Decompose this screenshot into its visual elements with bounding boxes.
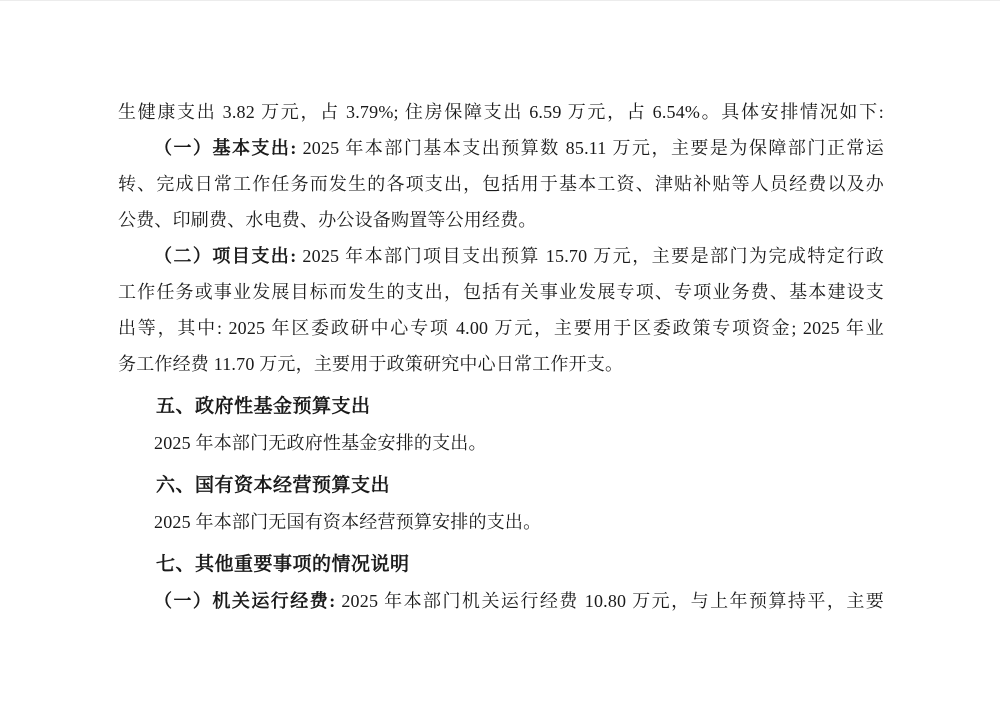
line-project-expenditure-2 [118, 274, 884, 310]
text-run: （一）机关运行经费: [154, 591, 336, 611]
heading-section-5-government-fund-budget [118, 389, 884, 425]
text-run: 出等，其中: 2025 年区委政研中心专项 4.00 万元，主要用于区委政策专项资金; 2025 年业 [118, 318, 884, 338]
text-run: 2025 年本部门基本支出预算数 85.11 万元，主要是为保障部门正常运 [296, 138, 884, 158]
text-run: 2025 年本部门机关运行经费 10.80 万元，与上年预算持平，主要 [335, 591, 884, 611]
document-text-block [118, 94, 884, 619]
text-run: 2025 年本部门无政府性基金安排的支出。 [154, 433, 487, 453]
text-run: 六、国有资本经营预算支出 [156, 475, 391, 496]
heading-section-7-other-important-matters [118, 547, 884, 583]
text-run: 务工作经费 11.70 万元，主要用于政策研究中心日常工作开支。 [118, 354, 624, 374]
text-run: 2025 年本部门无国有资本经营预算安排的支出。 [154, 512, 542, 532]
line-project-expenditure-3 [118, 310, 884, 346]
text-run: 公费、印刷费、水电费、办公设备购置等公用经费。 [118, 210, 537, 230]
line-basic-expenditure-1 [118, 130, 884, 166]
line-basic-expenditure-2 [118, 166, 884, 202]
line-health-housing-expenditure [118, 94, 884, 130]
line-no-state-capital-expenditure [118, 504, 884, 540]
line-agency-operating-expense [118, 583, 884, 619]
text-run: 五、政府性基金预算支出 [156, 396, 371, 417]
text-run: 生健康支出 3.82 万元，占 3.79%; 住房保障支出 6.59 万元，占 6.54%。具体安排情况如下: [118, 102, 884, 122]
text-run: 转、完成日常工作任务而发生的各项支出，包括用于基本工资、津贴补贴等人员经费以及办 [118, 174, 884, 194]
text-run: （二）项目支出: [154, 246, 297, 266]
line-project-expenditure-1 [118, 238, 884, 274]
line-basic-expenditure-3 [118, 202, 884, 238]
text-run: 七、其他重要事项的情况说明 [156, 554, 410, 575]
text-run: （一）基本支出: [154, 138, 297, 158]
heading-section-6-state-capital-budget [118, 468, 884, 504]
line-no-government-fund-expenditure [118, 425, 884, 461]
text-run: 工作任务或事业发展目标而发生的支出，包括有关事业发展专项、专项业务费、基本建设支 [118, 282, 884, 302]
line-project-expenditure-4 [118, 346, 884, 382]
text-run: 2025 年本部门项目支出预算 15.70 万元，主要是部门为完成特定行政 [296, 246, 884, 266]
